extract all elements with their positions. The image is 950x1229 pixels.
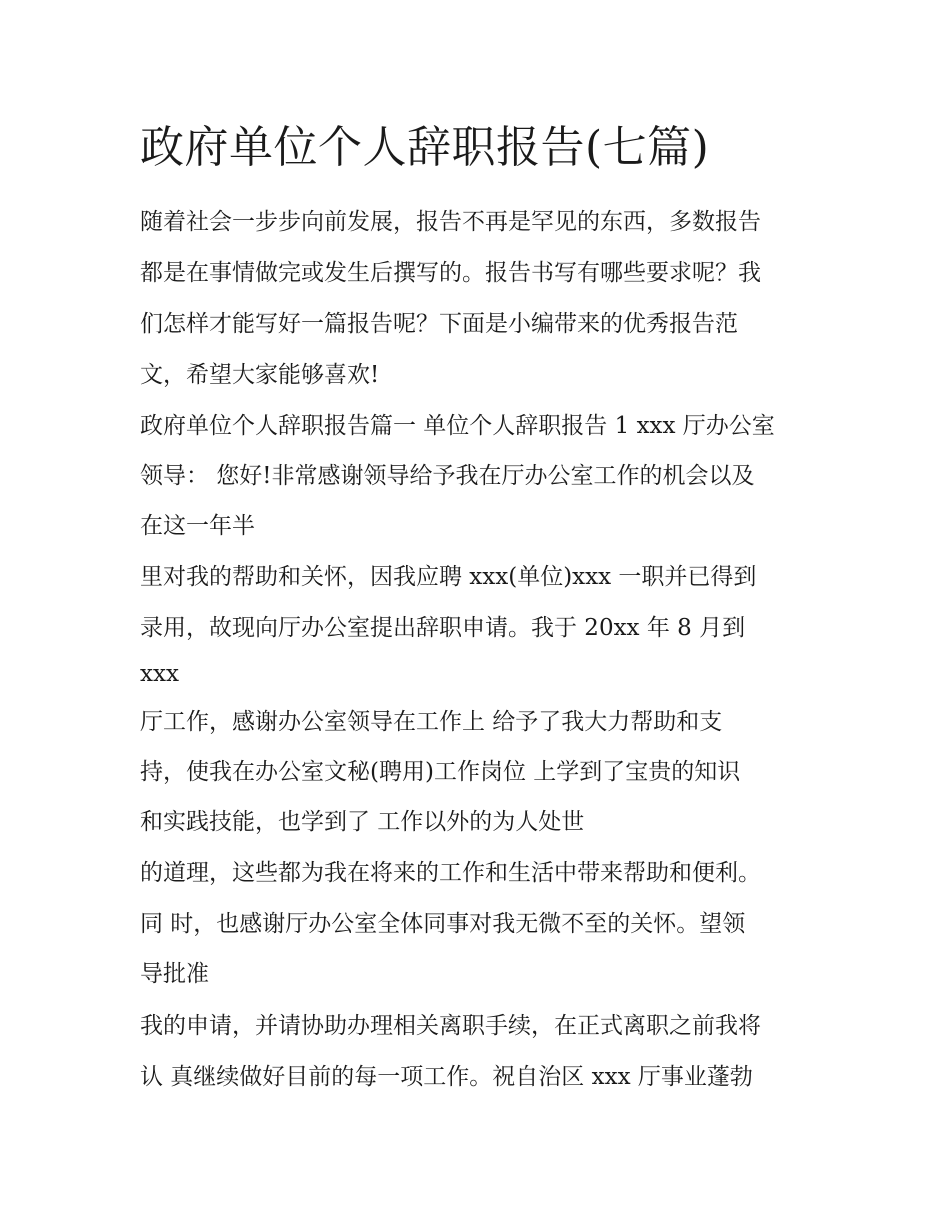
body-line: 都是在事情做完或发生后撰写的。报告书写有哪些要求呢？我 [140,260,761,286]
body-line: 文，希望大家能够喜欢! [140,362,380,388]
document-title: 政府单位个人辞职报告(七篇) [140,122,710,173]
body-line: 厅工作，感谢办公室领导在工作上 给予了我大力帮助和支 [140,709,723,735]
body-line: 导批准 [140,961,209,987]
body-line: 政府单位个人辞职报告篇一 单位个人辞职报告 1 xxx 厅办公室 [140,413,775,439]
body-line: 录用，故现向厅办公室提出辞职申请。我于 20xx 年 8 月到 [140,615,746,641]
body-line: 在这一年半 [140,513,255,539]
body-line: 领导： 您好!非常感谢领导给予我在厅办公室工作的机会以及 [140,463,755,489]
body-line: 和实践技能，也学到了 工作以外的为人处世 [140,809,585,835]
body-line: 随着社会一步步向前发展，报告不再是罕见的东西，多数报告 [140,209,761,235]
body-line: 们怎样才能写好一篇报告呢？下面是小编带来的优秀报告范 [140,311,738,337]
body-line: 持，使我在办公室文秘(聘用)工作岗位 上学到了宝贵的知识 [140,759,741,785]
body-line: xxx [140,661,179,687]
body-line: 的道理，这些都为我在将来的工作和生活中带来帮助和便利。 [140,860,761,886]
body-line: 里对我的帮助和关怀，因我应聘 xxx(单位)xxx 一职并已得到 [140,564,757,590]
body-line: 我的申请，并请协助办理相关离职手续，在正式离职之前我将 [140,1013,761,1039]
body-line: 同 时，也感谢厅办公室全体同事对我无微不至的关怀。望领 [140,911,746,937]
body-line: 认 真继续做好目前的每一项工作。祝自治区 xxx 厅事业蓬勃 [140,1064,753,1090]
